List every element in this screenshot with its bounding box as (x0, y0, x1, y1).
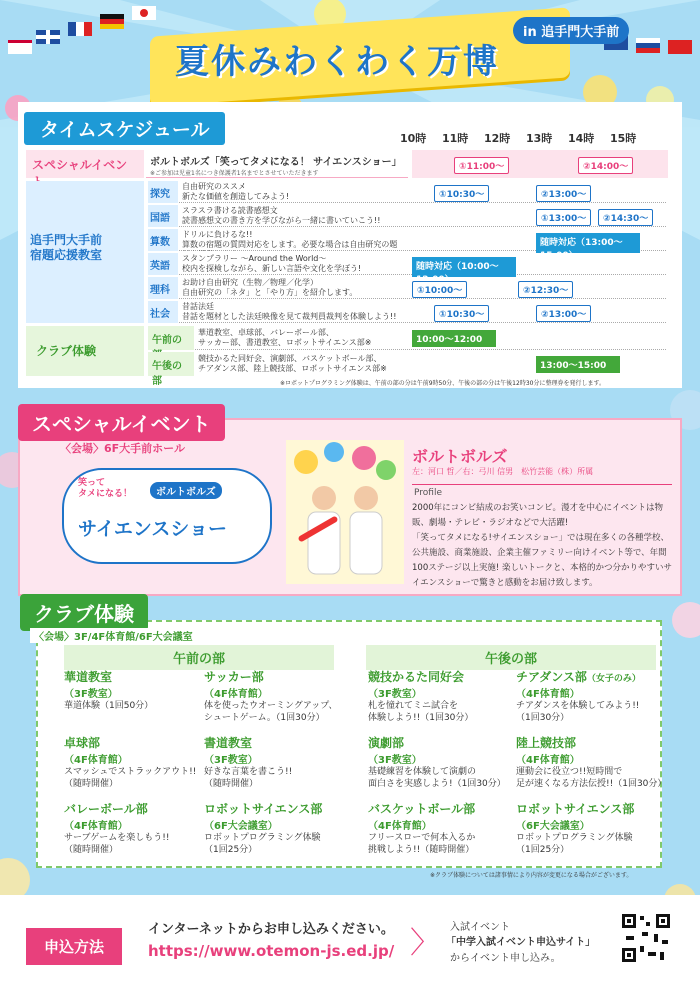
club-pm-head: 午後の部 (366, 645, 656, 670)
club-item-name: チアダンス部（女子のみ） (516, 670, 641, 684)
special-slot-2: ②14:00～ (578, 157, 633, 174)
club-am-label: 午前の (148, 326, 194, 350)
hour-11: 11時 (442, 132, 469, 145)
club-am-row (148, 326, 666, 350)
logo-small-text: 笑って タメになる！ (78, 478, 133, 499)
performer-name: ボルトボルズ (412, 447, 508, 466)
club-label: クラブ体験 (26, 326, 144, 376)
qr-code-icon[interactable] (620, 912, 672, 964)
homework-label: 追手門大手前 宿題応援教室 (26, 181, 144, 323)
hour-header (400, 130, 670, 144)
club-item-place: （4F体育館） (64, 755, 128, 766)
homework-slot: 随時対応（10:00～ (412, 257, 516, 287)
performer-photo (286, 440, 404, 584)
science-show-logo (62, 468, 272, 564)
club-pm-label: 午後の部 (148, 352, 194, 376)
club-item-name: ロボットサイエンス部 (204, 802, 323, 816)
logo-brand: ボルトボルズ (150, 482, 222, 499)
schedule-heading: タイムスケジュール (24, 112, 225, 145)
club-am-desc: 華道教室、卓球部、バレーボール部、 サッカー部、書道教室、ロボットサイエンス部※ (198, 328, 372, 347)
club-item (204, 800, 352, 864)
chevron-right-icon: 〉 (410, 926, 440, 961)
apply-text: インターネットからお申し込みください。 (148, 922, 394, 937)
homework-row (148, 301, 666, 323)
club-venue: 〈会場〉3F/4F体育館/6F大会議室 (30, 628, 197, 643)
homework-row (148, 277, 666, 299)
club-item-place: （3F教室） (64, 689, 118, 700)
club-item-desc: 運動会に役立つ!!短時間で 足が速くなる方法伝授!!（1回30分） (516, 767, 667, 789)
apply-side-2: 「中学入試イベント申込サイト」 (446, 937, 596, 948)
homework-row (148, 205, 666, 227)
club-item-name: 華道教室 (64, 670, 113, 684)
club-item-place: （3F教室） (204, 755, 258, 766)
club-item-desc: ロボットプログラミング体験 （1回25分） (516, 833, 633, 855)
club-item-desc: 札を憧れてミニ試合を 体験しよう!!（1回30分） (368, 701, 474, 723)
club-item (64, 734, 212, 798)
homework-slot: ①10:00～ (412, 281, 467, 298)
homework-subject: 算数 (148, 229, 178, 251)
club-item-desc: 華道体験（1回50分） (64, 701, 154, 711)
special-category: スペシャルイベン (26, 150, 144, 178)
profile-divider (412, 484, 672, 485)
special-note: ※ご参加は児童1名につき保護者1名までとさせていただきます (150, 170, 319, 177)
club-item-desc: 好きな言葉を書こう!! （随時開催） (204, 767, 293, 789)
club-item (368, 734, 516, 798)
homework-slot: ②12:30～ (518, 281, 573, 298)
club-item-desc: 体を使ったウオーミングアップ、 シュートゲーム。（1回30分） (204, 701, 338, 723)
homework-desc: 昔話法廷 昔話を題材とした法廷映像を見て裁判員裁判を体験しよう!! (182, 302, 397, 321)
club-item (204, 734, 352, 798)
homework-slot: 随時対応（13:00～ (536, 233, 640, 263)
club-item (368, 668, 516, 732)
club-item-place: （4F体育館） (64, 821, 128, 832)
logo-main: サイエンスショー (78, 518, 227, 540)
apply-side-1: 入試イベント (450, 922, 510, 933)
club-item-name: 陸上競技部 (516, 736, 577, 750)
homework-subject: 英語 (148, 253, 178, 275)
hour-12: 12時 (484, 132, 511, 145)
club-item-name: 競技かるた同好会 (368, 670, 465, 684)
club-pm-desc: 競技かるた同好会、演劇部、バスケットボール部、 チアダンス部、陸上競技部、ロボットサイエンス部※ (198, 354, 387, 373)
homework-slot: ②13:00～ (536, 185, 591, 202)
homework-desc: お助け自由研究（生物／物理／化学） 自由研究の「ネタ」と「やり方」を紹介します。 (182, 278, 358, 297)
club-item-place: （6F大会議室） (204, 821, 278, 832)
homework-desc: スタンプラリー ～Around the World～ 校内を探検しながら、新しい言語や文化を学ぼう! (182, 254, 362, 273)
club-item-name: バレーボール部 (64, 802, 148, 816)
profile-label: Profile (414, 488, 442, 498)
club-item-place: （4F体育館） (204, 689, 268, 700)
special-venue: 〈会場〉6F大手前ホール (60, 442, 185, 455)
club-item-name: ロボットサイエンス部 (516, 802, 635, 816)
homework-rows (148, 181, 666, 323)
homework-slot: ①10:30～ (434, 185, 489, 202)
homework-row (148, 229, 666, 251)
venue-tag: in 追手門大手前 (513, 17, 629, 44)
homework-desc: ドリルに負けるな!! 算数の宿題の質問対応をします。必要な場合は自由研究の題 (182, 230, 398, 249)
club-item-place: （4F体育館） (368, 821, 432, 832)
homework-slot: ②14:30～ (598, 209, 653, 226)
apply-side-3: からイベント申し込み。 (450, 953, 561, 964)
hour-10: 10時 (400, 132, 427, 145)
hour-13: 13時 (526, 132, 553, 145)
club-am-time: 10:00～12:00 (412, 330, 496, 347)
club-item-desc: サーブゲームを楽しもう!! （随時開催） (64, 833, 170, 855)
homework-desc: 自由研究のススメ 新たな価値を創造してみよう! (182, 182, 290, 201)
club-item-desc: チアダンスを体験してみよう!! （1回30分） (516, 701, 640, 723)
profile-text: 2000年にコンビ結成のお笑いコンビ。漫才を中心にイベントは物販、劇場・テレビ・ラジオなどで大活躍! 「笑ってタメになる!サイエンスショー」では現在多くの各種学校、公共施設、商業施設、企業主催ファミリー向けイベント等で、年間100ステージ以上実施! 楽しいトークと、本格的かつ分かりやすいサイエンスショーで驚きと感動をお届け致します。 (412, 503, 672, 588)
club-item-place: （3F教室） (368, 689, 422, 700)
club-item-place: （6F大会議室） (516, 821, 590, 832)
homework-row (148, 253, 666, 275)
special-desc: ボルトボルズ「笑ってタメになる！ サイエンスショー」 (150, 157, 402, 168)
homework-subject: 探究 (148, 181, 178, 203)
apply-url[interactable]: https://www.otemon-js.ed.jp/ (148, 942, 395, 960)
club-item-name: 書道教室 (204, 736, 253, 750)
page-title: 夏休みわくわく万博 (175, 42, 499, 82)
homework-subject: 理科 (148, 277, 178, 299)
club-item-place: （4F体育館） (516, 755, 580, 766)
club-item-place: （3F教室） (368, 755, 422, 766)
schedule-special-row (26, 150, 666, 178)
club-item (204, 668, 352, 732)
hour-14: 14時 (568, 132, 595, 145)
club-item-name: サッカー部 (204, 670, 264, 684)
special-slot-1: ①11:00～ (454, 157, 509, 174)
club-item-desc: 基礎練習を体験して演劇の 面白さを実感しよう!（1回30分） (368, 767, 506, 789)
club-am-head: 午前の部 (64, 645, 334, 670)
club-item-desc: スマッシュでストラックアウト!! （随時開催） (64, 767, 197, 789)
club-item-desc: フリースローで何本入るか 挑戦しよう!!（随時開催） (368, 833, 476, 855)
club-item-desc: ロボットプログラミング体験 （1回25分） (204, 833, 321, 855)
homework-subject: 社会 (148, 301, 178, 323)
homework-subject: 国語 (148, 205, 178, 227)
hour-15: 15時 (610, 132, 637, 145)
club-item-name: 演劇部 (368, 736, 405, 750)
special-desc-box (146, 150, 408, 178)
special-heading: スペシャルイベント (18, 404, 225, 441)
club-item-name: 卓球部 (64, 736, 101, 750)
club-item (64, 668, 212, 732)
club-item (516, 800, 664, 864)
apply-label: 申込方法 (26, 928, 122, 965)
club-item (516, 734, 667, 798)
homework-slot: ①10:30～ (434, 305, 489, 322)
schedule-footnote: ※ロボットプログラミング体験は、午前の部の分は午前9時50分、午後の部の分は午後12時30分に整理券を発行します。 (280, 380, 605, 387)
club-item-name: バスケットボール部 (368, 802, 476, 816)
homework-desc: スラスラ書ける読書感想文 読書感想文の書き方を学びながら一緒に書いていこう!! (182, 206, 381, 225)
club-grid (64, 668, 667, 868)
club-heading: クラブ体験 (20, 594, 148, 631)
homework-slot: ②13:00～ (536, 305, 591, 322)
homework-row (148, 181, 666, 203)
club-item-note: （女子のみ） (586, 674, 641, 684)
club-item (368, 800, 516, 864)
homework-slot: ①13:00～ (536, 209, 591, 226)
club-footnote: ※クラブ体験については諸事情により内容が変更になる場合がございます。 (430, 872, 633, 879)
club-item-place: （4F体育館） (516, 689, 580, 700)
club-item (64, 800, 212, 864)
performer-sub: 左：河口 哲／右：弓川 信男 松竹芸能（株）所属 (412, 467, 594, 476)
club-item (516, 668, 664, 732)
club-pm-time: 13:00～15:00 (536, 356, 620, 373)
